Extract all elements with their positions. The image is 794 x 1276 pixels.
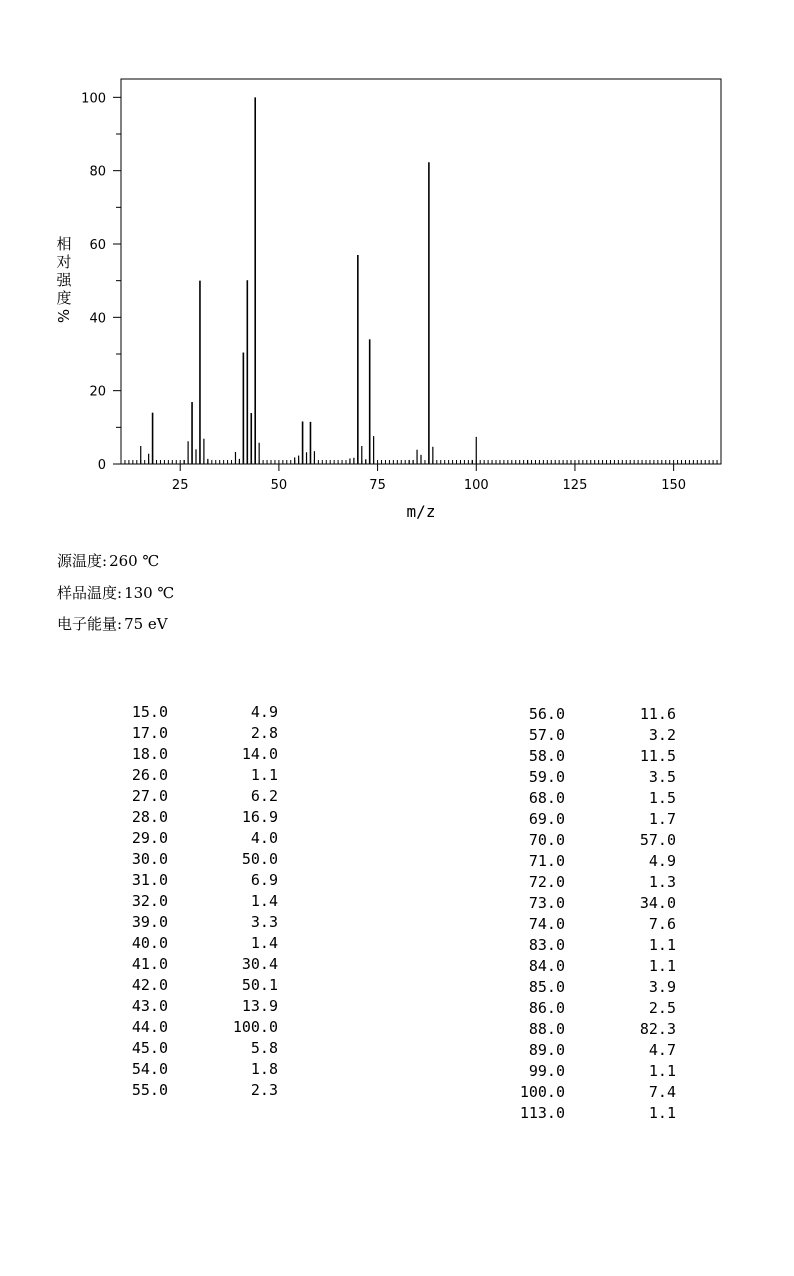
peak-table-row <box>90 975 290 996</box>
electron-energy <box>57 615 168 633</box>
intensity-value: 2.8 <box>250 724 278 742</box>
x-tick-label: 125 <box>562 478 588 493</box>
intensity-value: 4.7 <box>648 1041 676 1059</box>
y-axis-label-char: 度 <box>56 289 72 307</box>
intensity-value: 3.9 <box>648 978 676 996</box>
mz-value: 70.0 <box>528 831 565 849</box>
peak-table-row <box>90 996 290 1017</box>
peak-table-row <box>480 1061 690 1082</box>
peak-table-left <box>90 702 290 1101</box>
mz-value: 83.0 <box>528 936 565 954</box>
intensity-value: 1.8 <box>250 1060 278 1078</box>
electron-energy-label: 电子能量: <box>57 615 123 633</box>
intensity-value: 1.4 <box>250 892 278 910</box>
sample-temperature <box>57 584 174 602</box>
intensity-value: 6.9 <box>250 871 278 889</box>
intensity-value: 4.0 <box>250 829 278 847</box>
mz-value: 99.0 <box>528 1062 565 1080</box>
peak-table-row <box>90 807 290 828</box>
mz-value: 85.0 <box>528 978 565 996</box>
intensity-value: 100.0 <box>232 1018 278 1036</box>
peak-table-row <box>90 849 290 870</box>
peak-table-row <box>90 723 290 744</box>
peak-table-row <box>90 912 290 933</box>
y-axis-label-char: % <box>55 308 73 324</box>
peak-table-row <box>90 702 290 723</box>
x-axis-ticks <box>172 464 686 493</box>
mz-value: 56.0 <box>528 705 565 723</box>
intensity-value: 14.0 <box>241 745 278 763</box>
peak-table-row <box>480 893 690 914</box>
mz-value: 88.0 <box>528 1020 565 1038</box>
x-tick-label: 75 <box>369 478 386 493</box>
intensity-value: 4.9 <box>250 703 278 721</box>
x-tick-label: 150 <box>661 478 687 493</box>
mz-value: 39.0 <box>131 913 168 931</box>
y-tick-label: 40 <box>89 311 106 327</box>
peak-table-row <box>480 914 690 935</box>
x-tick-label: 50 <box>270 478 288 493</box>
intensity-value: 57.0 <box>639 831 676 849</box>
mz-value: 84.0 <box>528 957 565 975</box>
mz-value: 17.0 <box>131 724 168 742</box>
mz-value: 42.0 <box>131 976 168 994</box>
intensity-value: 6.2 <box>250 787 278 805</box>
y-tick-label: 60 <box>89 238 106 253</box>
mz-value: 15.0 <box>131 703 168 721</box>
peak-table-row <box>90 744 290 765</box>
mz-value: 44.0 <box>131 1018 168 1036</box>
intensity-value: 3.5 <box>648 768 676 786</box>
peak-table-row <box>90 1080 290 1101</box>
peak-table-row <box>90 891 290 912</box>
y-axis-ticks <box>81 91 121 473</box>
intensity-value: 1.1 <box>648 1104 676 1122</box>
source-temperature <box>57 552 159 570</box>
peak-table-row <box>480 872 690 893</box>
mz-value: 89.0 <box>528 1041 565 1059</box>
intensity-value: 34.0 <box>639 894 676 912</box>
intensity-value: 13.9 <box>241 997 278 1015</box>
mz-value: 31.0 <box>131 871 168 889</box>
peak-table-row <box>480 767 690 788</box>
peak-table-row <box>90 1059 290 1080</box>
peak-table-row <box>480 830 690 851</box>
mz-value: 73.0 <box>528 894 565 912</box>
peak-table-row <box>90 828 290 849</box>
mz-value: 57.0 <box>528 726 565 744</box>
peak-table-right <box>480 704 690 1124</box>
x-axis-label: m/z <box>406 502 436 521</box>
peak-table-row <box>90 765 290 786</box>
intensity-value: 2.5 <box>648 999 676 1017</box>
intensity-value: 50.1 <box>241 976 278 994</box>
mz-value: 86.0 <box>528 999 565 1017</box>
peak-table-row <box>480 1082 690 1103</box>
mz-value: 71.0 <box>528 852 565 870</box>
y-tick-label: 100 <box>81 91 106 107</box>
peak-table-row <box>90 1038 290 1059</box>
mz-value: 30.0 <box>131 850 168 868</box>
peak-table-row <box>480 956 690 977</box>
mz-value: 41.0 <box>131 955 168 973</box>
sample-temperature-value: 130 ℃ <box>124 584 175 602</box>
intensity-value: 11.5 <box>639 747 676 765</box>
y-tick-label: 20 <box>89 384 106 400</box>
x-tick-label: 25 <box>171 478 189 493</box>
peak-table-row <box>480 788 690 809</box>
mz-value: 28.0 <box>131 808 168 826</box>
mz-value: 29.0 <box>131 829 168 847</box>
mz-value: 74.0 <box>528 915 565 933</box>
mz-value: 55.0 <box>131 1081 168 1099</box>
sample-temperature-label: 样品温度: <box>57 584 123 602</box>
mz-value: 43.0 <box>131 997 168 1015</box>
electron-energy-value: 75 eV <box>124 615 168 633</box>
peak-table-row <box>480 935 690 956</box>
peak-table-row <box>90 786 290 807</box>
intensity-value: 16.9 <box>241 808 278 826</box>
intensity-value: 30.4 <box>241 955 278 973</box>
y-tick-label: 80 <box>89 164 106 180</box>
intensity-value: 1.3 <box>648 873 676 891</box>
intensity-value: 3.3 <box>250 913 278 931</box>
plot-frame <box>121 79 721 464</box>
source-temperature-value: 260 ℃ <box>109 552 160 570</box>
mz-value: 69.0 <box>528 810 565 828</box>
intensity-value: 7.4 <box>648 1083 676 1101</box>
peak-table-row <box>90 1017 290 1038</box>
intensity-value: 1.1 <box>648 936 676 954</box>
peak-table-row <box>480 704 690 725</box>
intensity-value: 1.1 <box>250 766 278 784</box>
intensity-value: 82.3 <box>639 1020 676 1038</box>
intensity-value: 2.3 <box>250 1081 278 1099</box>
mz-value: 68.0 <box>528 789 565 807</box>
x-tick-label: 100 <box>463 478 489 493</box>
y-axis-label-char: 强 <box>56 271 72 289</box>
intensity-value: 1.5 <box>648 789 676 807</box>
spectrum-peaks <box>141 97 528 464</box>
peak-table-row <box>480 851 690 872</box>
peak-table-row <box>480 977 690 998</box>
intensity-value: 5.8 <box>250 1039 278 1057</box>
peak-table-row <box>480 725 690 746</box>
mz-value: 54.0 <box>131 1060 168 1078</box>
peak-table-row <box>480 809 690 830</box>
mz-value: 32.0 <box>131 892 168 910</box>
peak-table-row <box>90 954 290 975</box>
intensity-value: 3.2 <box>648 726 676 744</box>
mz-value: 45.0 <box>131 1039 168 1057</box>
mz-value: 113.0 <box>519 1104 565 1122</box>
intensity-value: 50.0 <box>241 850 278 868</box>
y-tick-label: 0 <box>97 458 106 473</box>
mz-value: 58.0 <box>528 747 565 765</box>
intensity-value: 11.6 <box>639 705 676 723</box>
intensity-value: 1.1 <box>648 1062 676 1080</box>
peak-table-row <box>480 746 690 767</box>
peak-table-row <box>90 870 290 891</box>
peak-table-row <box>480 1103 690 1124</box>
source-temperature-label: 源温度: <box>57 552 108 570</box>
mass-spectrum-chart <box>0 0 794 530</box>
mz-value: 59.0 <box>528 768 565 786</box>
mz-value: 72.0 <box>528 873 565 891</box>
mz-value: 27.0 <box>131 787 168 805</box>
peak-table-row <box>480 1019 690 1040</box>
mz-value: 26.0 <box>131 766 168 784</box>
y-axis-label-char: 对 <box>56 253 72 271</box>
mz-value: 40.0 <box>131 934 168 952</box>
mz-value: 100.0 <box>519 1083 565 1101</box>
mz-value: 18.0 <box>131 745 168 763</box>
intensity-value: 7.6 <box>648 915 676 933</box>
y-axis-label <box>55 235 73 323</box>
peak-table-row <box>90 933 290 954</box>
peak-table-row <box>480 998 690 1019</box>
intensity-value: 1.7 <box>648 810 676 828</box>
peak-table-row <box>480 1040 690 1061</box>
intensity-value: 1.4 <box>250 934 278 952</box>
y-axis-label-char: 相 <box>56 235 72 253</box>
intensity-value: 4.9 <box>648 852 676 870</box>
intensity-value: 1.1 <box>648 957 676 975</box>
